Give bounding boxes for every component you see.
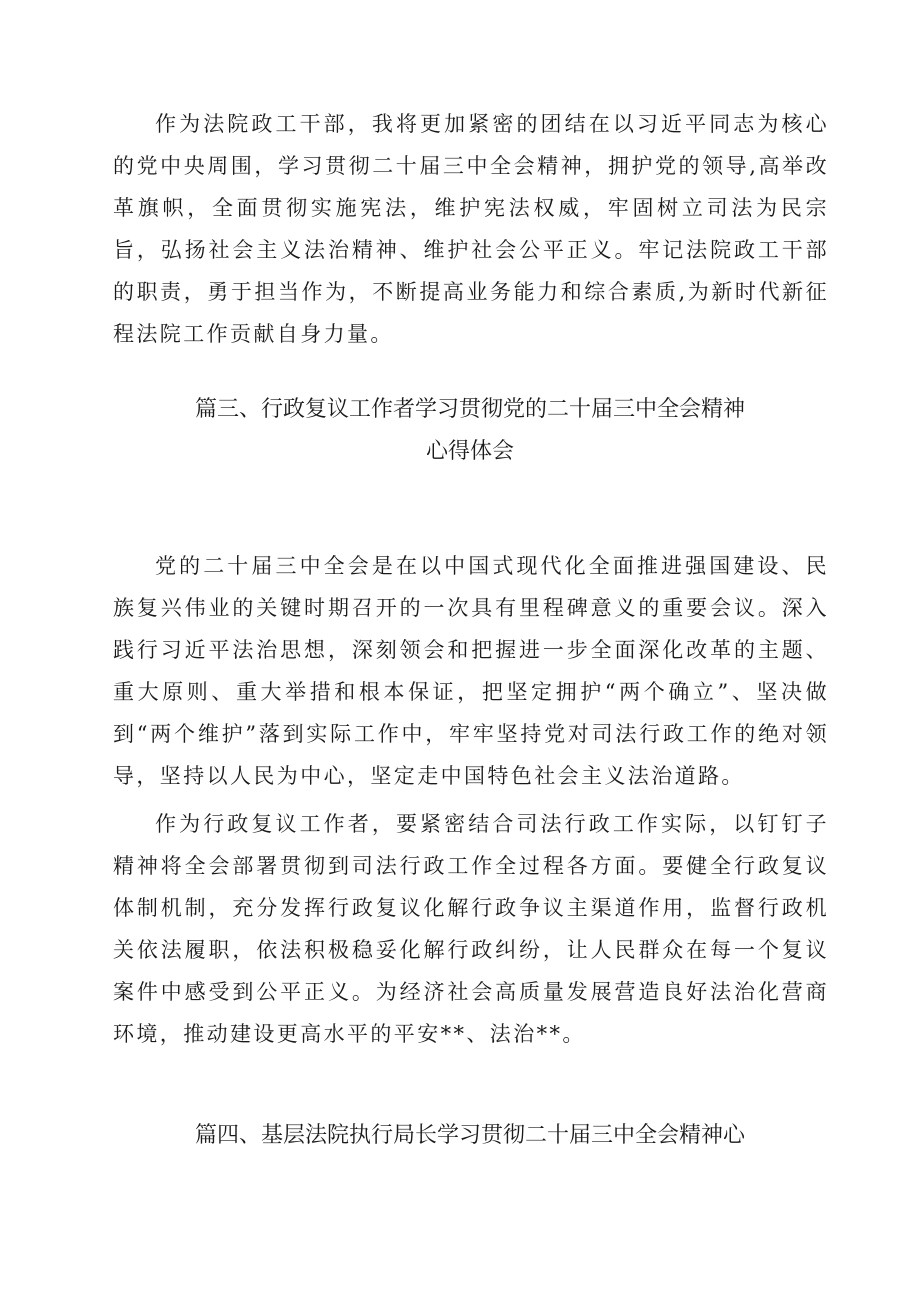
section-3-paragraph-1: 党的二十届三中全会是在以中国式现代化全面推进强国建设、民族复兴伟业的关键时期召开的一次具有里程碑意义的重要会议。深入践行习近平法治思想，深刻领会和把握进一步全面深化改革的主题、重大原则、重大举措和根本保证，把坚定拥护“两个确立”、坚决做到“两个维护”落到实际工作中，牢牢坚持党对司法行政工作的绝对领导，坚持以人民为中心，坚定走中国特色社会主义法治道路。 xyxy=(113,554,829,788)
section-4-heading xyxy=(100,1115,840,1157)
section-3-title-line-1: 篇三、行政复议工作者学习贯彻党的二十届三中全会精神 xyxy=(194,397,745,422)
section-3-paragraph-2: 作为行政复议工作者，要紧密结合司法行政工作实际，以钉钉子精神将全会部署贯彻到司法行政工作全过程各方面。要健全行政复议体制机制，充分发挥行政复议化解行政争议主渠道作用，监督行政机关依法履职，依法积极稳妥化解行政纠纷，让人民群众在每一个复议案件中感受到公平正义。为经济社会高质量发展营造良好法治化营商环境，推动建设更高水平的平安**、法治**。 xyxy=(113,812,829,1046)
section-3-title-line-2: 心得体会 xyxy=(425,439,514,464)
section-4-title-line-1: 篇四、基层法院执行局长学习贯彻二十届三中全会精神心 xyxy=(194,1123,745,1148)
section-3-heading xyxy=(100,389,840,473)
paragraph-court-political-cadre: 作为法院政工干部，我将更加紧密的团结在以习近平同志为核心的党中央周围，学习贯彻二十届三中全会精神，拥护党的领导,高举改革旗帜，全面贯彻实施宪法，维护宪法权威，牢固树立司法为民宗旨，弘扬社会主义法治精神、维护社会公平正义。牢记法院政工干部的职责，勇于担当作为，不断提高业务能力和综合素质,为新时代新征程法院工作贡献自身力量。 xyxy=(113,112,829,346)
